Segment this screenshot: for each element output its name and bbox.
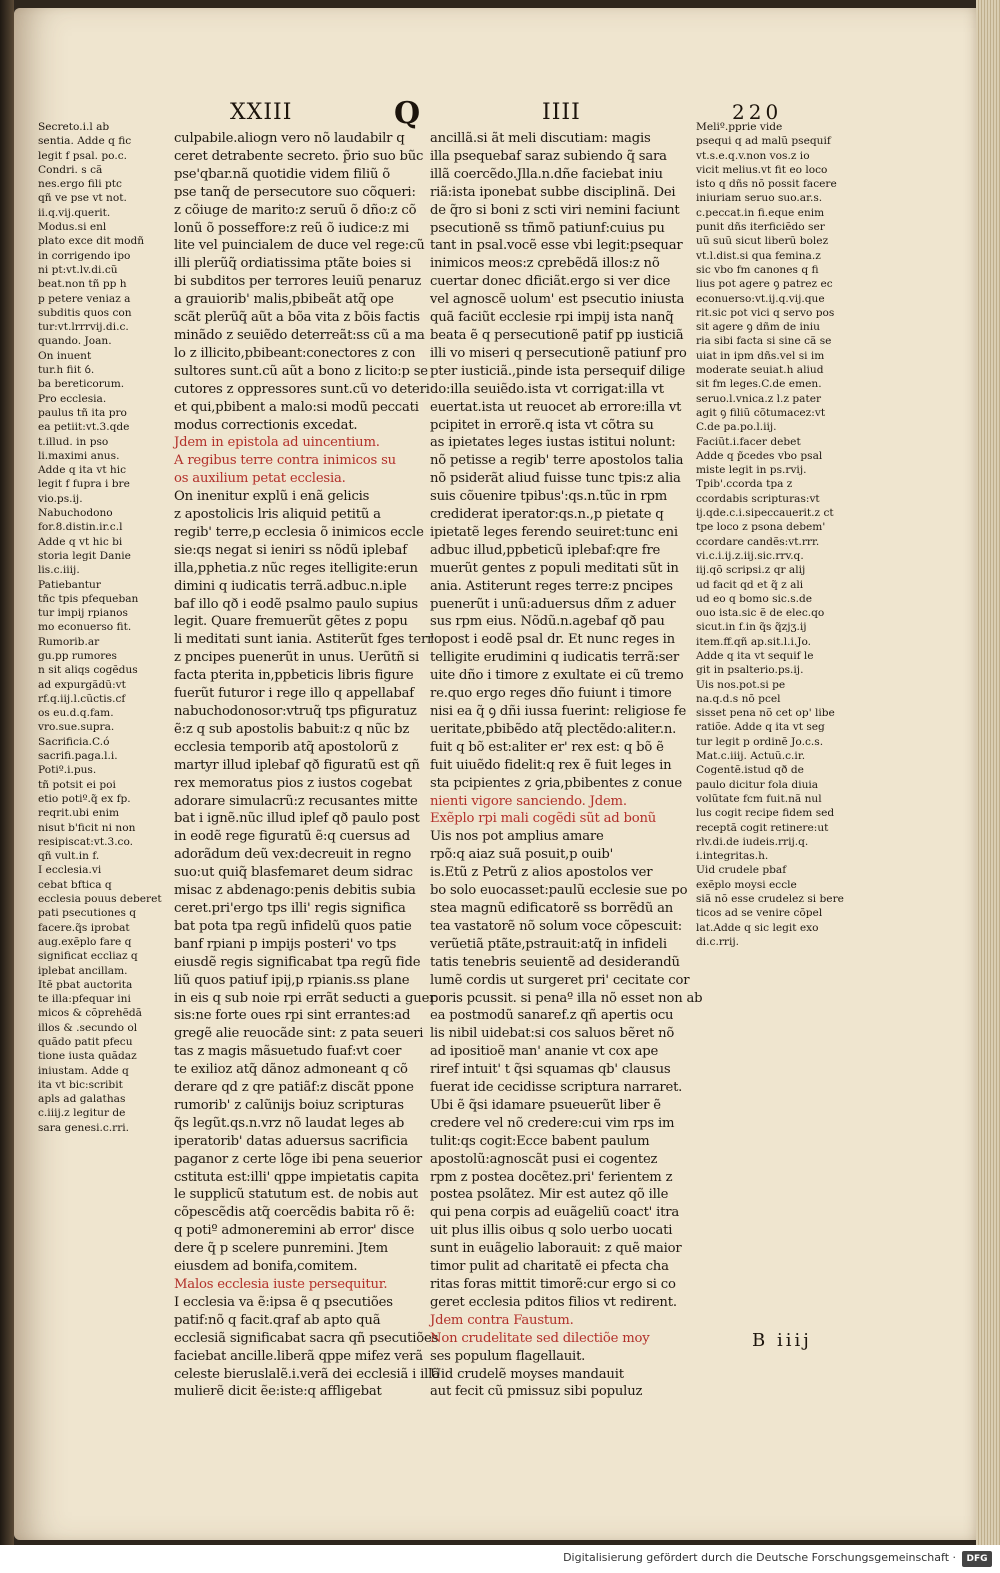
col-right-main-line: geret ecclesia pditos filios vt redirent. — [430, 1294, 677, 1310]
gloss-left-line: ad expurgãdũ:vt — [38, 678, 126, 691]
folio-number: 220 — [732, 100, 783, 124]
gloss-right-line: psequi q ad malũ psequif — [696, 135, 831, 148]
gloss-left-line: Rumorib.ar — [38, 635, 100, 648]
col-right-main-line: Jdem contra Faustum. — [430, 1312, 574, 1328]
gloss-left-line: te illa:pfequar ini — [38, 993, 131, 1006]
gloss-right-line: rit.sic pot vici q servo pos — [696, 306, 835, 319]
col-middle-line: in eodẽ rege figuratũ ẽ:q cuersus ad — [174, 829, 411, 845]
gloss-left-line: illos & .secundo ol — [38, 1021, 138, 1034]
gloss-left-line: c.iiij.z legitur de — [38, 1107, 126, 1120]
gloss-right-line: ria sibi facta si sine cã se — [696, 335, 832, 348]
col-right-main-line: Exẽplo rpi mali cogẽdi sũt ad bonũ — [430, 811, 657, 827]
gloss-right-line: vt.s.e.q.v.non vos.z io — [696, 149, 810, 162]
col-right-main-line: suis cõuenire tpibus':qs.n.tũc in rpm — [430, 489, 668, 505]
gloss-left-line: I ecclesia.vi — [38, 864, 102, 877]
col-middle-line: in eis q sub noie rpi errãt seducti a guer — [174, 990, 436, 1006]
signature-mark: B iiij — [752, 1330, 812, 1351]
gloss-left-line: Secreto.i.l ab — [38, 121, 110, 133]
gloss-right-line: receptã cogit retinere:ut — [696, 821, 829, 834]
gloss-left-line: facere.q̃s iprobat — [38, 921, 130, 934]
col-right-main-line: rpm z postea docẽtez.pri' ferientem z — [430, 1169, 673, 1185]
gloss-left-line: tur impij rpianos — [38, 607, 128, 620]
binding-edge — [0, 0, 14, 1545]
col-middle-line: regib' terre,p ecclesia õ inimicos eccle — [174, 524, 424, 540]
gloss-right-line: vi.c.i.ij.z.iij.sic.rrv.q. — [696, 549, 804, 562]
col-middle-line: adorare simulacrũ:z recusantes mitte — [174, 793, 418, 809]
col-middle-line: tas z magis mãsuetudo fuaf:vt coer — [174, 1044, 402, 1060]
gloss-right-line: volũtate fcm fuit.nã nul — [696, 792, 822, 805]
col-middle-line: rumorib' z calũnijs boiuz scripturas — [174, 1097, 404, 1113]
col-right-main-line: tulit:qs cogit:Ecce babent paulum — [430, 1133, 650, 1149]
col-middle-line: cutores z oppressores sunt.cũ vo deteri — [174, 381, 430, 397]
col-right-main-line: ania. Astiterunt reges terre:z pncipes — [430, 578, 673, 594]
col-right-main-line: adbuc illud,ppbeticũ iplebaf:qre fre — [430, 542, 661, 558]
col-middle-line: bat pota tpa regũ infidelũ quos patie — [174, 918, 412, 934]
col-right-main-line: re.quo ergo reges dño fuiunt i timore — [430, 686, 672, 702]
gloss-left-line: tur:vt.lrrrvij.di.c. — [38, 321, 129, 334]
gloss-right-line: Uis nos.pot.si pe — [696, 678, 786, 691]
col-right-main-line: ea postmodũ sanaref.z qñ apertis ocu — [430, 1008, 674, 1024]
gloss-right-line: ticos ad se venire cõpel — [696, 907, 823, 920]
book-page — [14, 8, 978, 1540]
gloss-left-line: for.8.distin.ir.c.l — [38, 521, 123, 534]
col-right-main-line: sta pcipientes z ꝯria,pbibentes z conue — [430, 775, 683, 791]
gloss-left-line: Potiº.i.pus. — [38, 764, 97, 777]
gloss-right-line: siã nõ esse crudelez si bere — [696, 893, 844, 906]
gloss-left-line: Sacrificia.C.ó — [38, 735, 110, 748]
gloss-right-line: sicut.in f.in q̃s q̃zjʒ.ij — [696, 621, 807, 634]
gloss-left-line: subditis quos con — [38, 306, 132, 319]
col-middle-line: pse'qbar.nã quotidie videm filiũ õ — [174, 166, 390, 182]
col-middle-line: mulierẽ dicit ẽe:iste:q affligebat — [174, 1384, 382, 1400]
gloss-right-line: uũ suũ sicut liberũ bolez — [696, 235, 829, 248]
gloss-right-line: Meliº.pprie vide — [696, 121, 783, 133]
col-middle-line: scãt plerũq̃ aũt a bõa vita z bõis factis — [174, 310, 420, 326]
right-gloss-column — [696, 120, 866, 960]
gloss-right-line: ud facit qd et q̃ z ali — [696, 578, 804, 591]
col-middle-line: I ecclesia va ẽ:ipsa ẽ q psecutiões — [174, 1294, 393, 1310]
gloss-right-line: vt.l.dist.si qua femina.z — [696, 249, 821, 262]
gloss-right-line: iij.qõ scripsi.z qr alij — [696, 564, 806, 577]
col-middle-line: culpabile.aliogn vero nõ laudabilr q — [174, 131, 405, 146]
gloss-left-line: sentia. Adde q fic — [38, 135, 132, 148]
col-middle-line: cõpescẽdis atq̃ coercẽdis babita rõ ẽ: — [174, 1205, 415, 1221]
col-middle-line: q potiº admoneremini ab error' disce — [174, 1223, 415, 1239]
gloss-right-line: paulo dicitur fola diuia — [696, 778, 819, 791]
gloss-left-line: plato exce dit modñ — [38, 235, 145, 248]
col-right-main-line: qui pena corpis ad euãgeliũ coact' itra — [430, 1205, 679, 1221]
gloss-left-line: Pro ecclesia. — [38, 392, 107, 405]
gloss-left-line: t.illud. in pso — [38, 435, 109, 448]
col-right-main-line: Uid crudelẽ moyses mandauit — [430, 1366, 624, 1382]
col-right-main-line: illi vo miseri q persecutionẽ patiunf pro — [430, 345, 687, 361]
gloss-right-line: lius pot agere ꝯ patrez ec — [696, 278, 833, 291]
col-middle-line: banf rpiani p impijs posteri' vo tps — [174, 936, 397, 952]
col-middle-line: bi subditos per terrores leuiũ penaruz — [174, 274, 422, 290]
col-middle-line: et qui,pbibent a malo:si modũ peccati — [174, 399, 419, 415]
gloss-left-line: vro.sue.supra. — [38, 721, 115, 734]
gloss-left-line: lis.c.iiij. — [38, 564, 80, 577]
col-right-main-line: beata ẽ q persecutionẽ patif pp iusticiã — [430, 327, 684, 343]
gloss-right-line: uiat in ipm dñs.vel si im — [696, 349, 825, 362]
gloss-left-line: n sit aliqs cogẽdus — [38, 664, 138, 677]
col-middle-line: paganor z certe lõge ibi pena seuerior — [174, 1151, 422, 1167]
col-right-main-line: ritas foras mittit timorẽ:cur ergo si co — [430, 1277, 676, 1292]
gloss-right-line: ij.qde.c.i.sipeccauerit.z ct — [696, 507, 834, 520]
col-middle-line: nabuchodonosor:vtruq̃ tps pfiguratuz — [174, 704, 417, 719]
col-right-main-line: de q̃ro si boni z scti viri nemini faciunt — [430, 202, 680, 218]
col-right-main-line: puenerũt i unũ:aduersus dñm z aduer — [430, 596, 676, 612]
gloss-left-line: sara genesi.c.rri. — [38, 1121, 130, 1134]
col-middle-line: adorãdum deũ vex:decreuit in regno — [174, 847, 412, 863]
gloss-right-line: sic vbo fm canones q fi — [696, 263, 819, 276]
gloss-right-line: agit ꝯ filiũ cõtumacez:vt — [696, 406, 826, 419]
col-right-main-line: sus rpm eius. Nõdũ.n.agebaf qð pau — [430, 614, 665, 630]
col-right-main-line: ad ipositioẽ man' ananie vt cox ape — [430, 1044, 659, 1060]
col-middle-line: derare qd z qre patiãf:z discãt ppone — [174, 1080, 414, 1096]
col-middle-line: rex memoratus pios z iustos cogebat — [174, 775, 412, 791]
gloss-left-line: qñ ve pse vt not. — [38, 192, 127, 205]
col-right-main-line: Ubi ẽ q̃si idamare psueuerũt liber ẽ — [430, 1097, 661, 1113]
col-middle-line: modus correctionis excedat. — [174, 417, 358, 433]
col-middle-line: z pncipes puenerũt in unus. Uerũtñ si — [174, 650, 420, 666]
col-middle-line: liũ quos patiuf ipij,p rpianis.ss plane — [174, 972, 410, 988]
gloss-right-line: Uid crudele pbaf — [696, 864, 787, 877]
col-middle-line: lite vel puincialem de duce vel rege:cũ — [174, 238, 425, 254]
gloss-left-line: nisut b'ficit ni non — [38, 821, 136, 834]
gloss-right-line: di.c.rrij. — [696, 935, 740, 948]
col-right-main-line: poris pcussit. si penaº illa nõ esset non ab — [430, 990, 703, 1006]
col-right-main-line: aut fecit cũ pmissuz sibi populuz — [430, 1384, 643, 1400]
gloss-left-line: vio.ps.ij. — [38, 492, 83, 505]
col-right-main-line: ses populum flagellauit. — [430, 1348, 586, 1364]
gloss-left-line: ea petiit:vt.3.qde — [38, 421, 130, 434]
left-gloss-column — [38, 120, 170, 1350]
digitization-footer — [0, 1545, 1000, 1573]
funding-credit: Digitalisierung gefördert durch die Deutsche Forschungsgemeinschaft · — [563, 1551, 956, 1564]
gloss-left-line: beat.non tñ pp h — [38, 278, 127, 291]
col-middle-line: ẽ:z q sub apostolis babuit:z q nũc bz — [174, 721, 410, 737]
gloss-left-line: li.maximi anus. — [38, 449, 120, 462]
gloss-right-line: Adde q ita vt sequif le — [696, 649, 814, 662]
col-right-main-line: quã faciũt ecclesie rpi impij ista nanq̃ — [430, 310, 674, 326]
gloss-left-line: legit f fupra i bre — [38, 478, 130, 491]
gloss-right-line: ccordare candẽs:vt.rrr. — [696, 535, 820, 548]
col-middle-line: illa,pphetia.z nũc reges itelligite:erun — [174, 560, 418, 576]
col-middle-line: a grauiorib' malis,pbibeãt atq̃ ope — [174, 292, 394, 308]
col-middle-line: On inenitur explũ i enã gelicis — [174, 489, 370, 505]
gloss-right-line: lat.Adde q sic legit exo — [696, 921, 819, 934]
col-right-main-line: telligite erudimini q iudicatis terrã:ser — [430, 650, 680, 666]
col-middle-line: ceret.pri'ergo tps illi' regis significa — [174, 900, 406, 916]
col-middle-line: A regibus terre contra inimicos su — [174, 453, 396, 469]
col-middle-line: ceret detrabente secreto. p̃rio suo bũc — [174, 148, 424, 164]
gloss-right-line: iniuriam seruo suo.ar.s. — [696, 192, 823, 205]
gloss-left-line: micos & cõprehẽdã — [38, 1007, 142, 1020]
gloss-right-line: Cogentẽ.istud qð de — [696, 764, 804, 777]
gloss-right-line: lus cogit recipe fidem sed — [696, 807, 835, 820]
gloss-right-line: C.de pa.po.l.iij. — [696, 421, 777, 434]
col-middle-line: celeste bieruslalẽ.i.verã dei ecclesiã i illã — [174, 1366, 440, 1382]
gloss-left-line: ita vt bic:scribit — [38, 1078, 123, 1091]
col-middle-line: cstituta est:illi' qppe impietatis capita — [174, 1169, 419, 1185]
gloss-left-line: qñ vult.in f. — [38, 850, 100, 863]
gloss-left-line: rf.q.iij.l.cũctis.cf — [38, 692, 126, 705]
col-right-main-line: illã coercẽdo.Jlla.n.dñe faciebat iniu — [430, 166, 663, 182]
col-right-main-line: lopost i eodẽ psal dr. Et nunc reges in — [430, 632, 675, 648]
col-right-main-line: credere vel nõ credere:cui vim rps im — [430, 1115, 675, 1131]
gloss-left-line: ii.q.vij.querit. — [38, 206, 111, 219]
gloss-left-line: Modus.si enl — [38, 221, 107, 234]
header-q-mark: Q — [394, 96, 421, 131]
gloss-right-line: sisset pena nõ cet op' libe — [696, 707, 835, 720]
col-right-main-line: Uis nos pot amplius amare — [430, 829, 604, 845]
gloss-left-line: resipiscat:vt.3.co. — [38, 835, 134, 848]
gloss-right-line: moderate seuiat.h aliud — [696, 364, 824, 377]
col-right-main-line: vel agnoscẽ uolum' est psecutio iniusta — [430, 292, 685, 308]
gloss-left-line: tñ potsit ei poi — [38, 778, 116, 791]
gloss-right-line: na.q.d.s nõ pcel — [696, 692, 781, 705]
gloss-right-line: ratiõe. Adde q ita vt seg — [696, 721, 825, 734]
col-middle-line: Jdem in epistola ad uincentium. — [174, 435, 380, 451]
gloss-right-line: miste legit in ps.rvij. — [696, 464, 807, 477]
gloss-left-line: ni pt:vt.lv.di.cũ — [38, 263, 118, 276]
gloss-left-line: significat eccliaz q — [38, 950, 138, 963]
gloss-left-line: in corrigendo ipo — [38, 249, 131, 262]
gloss-left-line: tur.h fiit ỽ. — [38, 364, 95, 377]
gloss-right-line: vicit melius.vt fit eo loco — [696, 163, 828, 176]
gloss-left-line: ba bereticorum. — [38, 378, 125, 391]
gloss-left-line: p petere veniaz a — [38, 292, 131, 305]
col-middle-line: eiusdem ad bonifa,comitem. — [174, 1259, 358, 1275]
gloss-right-line: ouo ista.sic ẽ de elec.qo — [696, 607, 825, 620]
col-right-main-line: euertat.ista ut reuocet ab errore:illa vt — [430, 399, 682, 415]
gloss-left-line: etio potiº.q̃ ex fp. — [38, 792, 131, 805]
col-middle-line: sultores sunt.cũ aũt a bono z licito:p se — [174, 363, 428, 379]
col-middle-line: sie:qs negat si ieniri ss nõdũ iplebaf — [174, 542, 407, 558]
col-right-main-line: nõ petisse a regib' terre apostolos talia — [430, 453, 684, 469]
gloss-left-line: nes.ergo fili ptc — [38, 178, 122, 191]
col-middle-line: q̃s legũt.qs.n.vrz nõ laudat leges ab — [174, 1115, 405, 1131]
col-middle-line: minãdo z seuiẽdo deterreãt:ss cũ a ma — [174, 327, 425, 343]
col-middle-line: le supplicũ statutum est. de nobis aut — [174, 1187, 418, 1203]
col-middle-line: lonũ õ posseffore:z reũ õ iudice:z mi — [174, 220, 409, 236]
gloss-right-line: seruo.l.vnica.z l.z pater — [696, 392, 822, 405]
col-middle-line: legit. Quare fremuerũt gẽtes z popu — [174, 614, 408, 630]
gloss-left-line: storia legit Danie — [38, 549, 131, 562]
col-right-main-line: muerũt gentes z populi meditati sũt in — [430, 560, 679, 576]
col-right-main-line: nienti vigore sanciendo. Jdem. — [430, 793, 627, 809]
col-middle-line: facta pterita in,ppbeticis libris figure — [174, 668, 414, 684]
gloss-left-line: Itẽ pbat auctorita — [38, 978, 133, 991]
col-middle-line: ecclesiã significabat sacra qñ psecutiões — [174, 1330, 439, 1346]
col-right-main-line: crediderat iperator:qs.n.,p pietate q — [430, 507, 664, 523]
gloss-right-line: Faciũt.i.facer debet — [696, 435, 801, 448]
col-right-main-line: tea vastatorẽ nõ solum voce cõpescuit: — [430, 918, 683, 934]
gloss-left-line: reqrit.ubi enim — [38, 807, 120, 820]
col-middle-line: pse tanq̃ de persecutore suo cõqueri: — [174, 184, 416, 200]
col-right-main-line: nisi ea q̃ ꝯ dñi iussa fuerint: religiose fe — [430, 704, 687, 719]
gloss-right-line: i.integritas.h. — [696, 850, 769, 863]
col-right-main-line: uit plus illis oibus q solo uerbo uocati — [430, 1223, 673, 1239]
gloss-right-line: git in psalterio.ps.ij. — [696, 664, 804, 677]
gloss-left-line: legit f psal. po.c. — [38, 149, 128, 162]
gloss-left-line: gu.pp rumores — [38, 649, 117, 662]
gloss-left-line: mo econuerso fit. — [38, 621, 132, 634]
col-right-main-line: sunt in euãgelio laborauit: z quẽ maior — [430, 1241, 682, 1257]
col-right-main-line: do:illa seuiẽdo.ista vt corrigat:illa vt — [430, 381, 664, 397]
col-right-main-line: psecutionẽ ss tñmõ patiunf:cuius pu — [430, 220, 665, 236]
col-right-main-line: ipietatẽ leges ferendo seuiret:tunc eni — [430, 524, 678, 540]
gloss-left-line: paulus tñ ita pro — [38, 406, 127, 419]
col-right-main-line: tant in psal.vocẽ esse vbi legit:psequar — [430, 238, 683, 254]
main-text-column-left — [174, 130, 440, 1400]
gloss-left-line: quando. Joan. — [38, 335, 112, 348]
header-causa-number: XXIII — [230, 100, 293, 125]
gloss-left-line: Adde q vt hic bi — [38, 535, 123, 548]
col-middle-line: iperatorib' datas aduersus sacrificia — [174, 1133, 408, 1149]
col-right-main-line: ancillã.si ãt meli discutiam: magis — [430, 131, 651, 146]
gloss-right-line: exẽplo moysi eccle — [696, 878, 797, 891]
gloss-left-line: Patiebantur — [38, 578, 101, 591]
gloss-left-line: os eu.d.q.fam. — [38, 707, 114, 720]
page-stack-edge — [976, 0, 1000, 1545]
col-right-main-line: postea psolãtez. Mir est autez qõ ille — [430, 1187, 669, 1203]
col-right-main-line: uite dño i timore z exultate ei cũ tremo — [430, 668, 684, 684]
gloss-left-line: iniustam. Adde q — [38, 1064, 129, 1077]
col-right-main-line: fuerat ide cecidisse scriptura narraret. — [430, 1080, 683, 1096]
col-right-main-line: fuit uiuẽdo fidelit:q rex ẽ fuit leges in — [430, 757, 672, 773]
col-middle-line: li meditati sunt iania. Astiterũt fges terr — [174, 632, 434, 648]
dfg-logo: DFG — [962, 1551, 992, 1567]
main-text-column-right — [430, 130, 703, 1400]
col-middle-line: z apostolicis lris aliquid petitũ a — [174, 507, 381, 523]
col-right-main-line: lis nibil uidebat:si cos saluos bẽret nõ — [430, 1026, 675, 1042]
gloss-left-line: Adde q ita vt hic — [38, 464, 127, 477]
col-right-main-line: Non crudelitate sed dilectiõe moy — [430, 1330, 650, 1346]
gloss-right-line: sit fm leges.C.de emen. — [696, 378, 822, 391]
gloss-left-line: cebat bftica q — [38, 878, 112, 891]
gloss-right-line: Adde q p̃cedes vbo psal — [696, 449, 823, 462]
gloss-left-line: aug.exẽplo fare q — [38, 935, 132, 948]
col-middle-line: bat i ignẽ.nũc illud iplef qð paulo post — [174, 811, 420, 827]
col-right-main-line: ueritate,pbibẽdo atq̃ plectẽdo:aliter.n. — [430, 721, 677, 737]
gloss-left-line: tione iusta quãdaz — [38, 1050, 137, 1063]
gloss-right-line: isto q dñs nõ possit facere — [696, 178, 837, 191]
gloss-right-line: econuerso:vt.ij.q.vij.que — [696, 292, 825, 305]
col-middle-line: ecclesia temporib atq̃ apostolorũ z — [174, 739, 399, 755]
col-middle-line: eiusdẽ regis significabat tpa regũ fide — [174, 954, 421, 970]
gloss-right-line: sit agere ꝯ dñm de iniu — [696, 321, 820, 334]
col-right-main-line: lumẽ cordis ut surgeret pri' cecitate cor — [430, 972, 690, 988]
gloss-left-line: quãdo patit pfecu — [38, 1036, 133, 1048]
col-right-main-line: cuertar donec dficiãt.ergo si ver dice — [430, 274, 671, 290]
gloss-left-line: On inuent — [38, 349, 92, 362]
col-right-main-line: rpõ:q aiaz suã posuit,p ouib' — [430, 847, 614, 863]
col-middle-line: dere q̃ p scelere punremini. Jtem — [174, 1241, 388, 1257]
col-right-main-line: riref intuit' t q̃si squamas qb' clausus — [430, 1062, 671, 1078]
gloss-right-line: ud eo q bomo sic.s.de — [696, 592, 813, 605]
col-middle-line: patif:nõ q facit.qraf ab apto quã — [174, 1312, 381, 1328]
gloss-right-line: ccordabis scripturas:vt — [696, 492, 820, 505]
col-middle-line: lo z illicito,pbibeant:conectores z con — [174, 345, 416, 361]
col-right-main-line: as ipietates leges iustas istitui nolunt: — [430, 435, 676, 451]
col-middle-line: suo:ut quiq̃ blasfemaret deum sidrac — [174, 865, 413, 881]
gloss-right-line: Mat.c.iiij. Actuũ.c.ir. — [696, 750, 806, 763]
col-middle-line: faciebat ancille.liberã qppe mifez verã — [174, 1348, 423, 1364]
col-right-main-line: pter iusticiã.,pinde ista persequif dilige — [430, 363, 686, 379]
col-right-main-line: timor pulit ad charitatẽ ei pfecta cha — [430, 1259, 669, 1275]
gloss-left-line: tñc tpis pfequeban — [38, 592, 139, 605]
col-middle-line: fuerũt futuror i rege illo q appellabaf — [174, 686, 414, 702]
gloss-right-line: c.peccat.in fi.eque enim — [696, 206, 825, 219]
gloss-right-line: item.ff.qñ ap.sit.l.i.Jo. — [696, 635, 812, 648]
col-right-main-line: bo solo euocasset:paulũ ecclesie sue po — [430, 883, 688, 899]
col-right-main-line: riã:ista iponebat subbe disciplinã. Dei — [430, 184, 676, 200]
col-middle-line: sis:ne forte oues rpi sint errantes:ad — [174, 1008, 411, 1024]
gloss-right-line: punit dñs iterficiẽdo ser — [696, 221, 825, 234]
col-right-main-line: is.Etũ z Petrũ z alios apostolos ver — [430, 865, 653, 881]
col-middle-line: gregẽ alie reuocãde sint: z pata seueri — [174, 1026, 424, 1042]
col-middle-line: misac z abdenago:penis debitis subia — [174, 883, 416, 899]
col-middle-line: Malos ecclesia iuste persequitur. — [174, 1277, 388, 1292]
col-right-main-line: pcipitet in errorẽ.q ista vt cõtra su — [430, 417, 654, 433]
col-middle-line: dimini q iudicatis terrã.adbuc.n.iple — [174, 578, 407, 594]
col-middle-line: martyr illud iplebaf qð figuratũ est qñ — [174, 757, 420, 773]
col-right-main-line: tatis tenebris seuientẽ ad desiderandũ — [430, 954, 680, 970]
col-right-main-line: fuit q bõ est:aliter er' rex est: q bõ ẽ — [430, 739, 664, 755]
col-right-main-line: nõ psiderãt aliud fuisse tunc tpis:z alia — [430, 471, 681, 487]
col-right-main-line: apostolũ:agnoscãt pusi ei cogentez — [430, 1151, 658, 1167]
header-quaestio-number: IIII — [542, 100, 581, 125]
gloss-left-line: sacrifi.paga.l.i. — [38, 750, 118, 763]
col-middle-line: illi plerũq̃ ordiatissima ptãte boies si — [174, 256, 411, 272]
gloss-left-line: Condri. s cã — [38, 163, 103, 176]
col-right-main-line: inimicos meos:z cprebẽdã illos:z nõ — [430, 256, 660, 272]
gloss-right-line: tpe loco z psona debem' — [696, 521, 826, 534]
gloss-right-line: Tpib'.ccorda tpa z — [696, 478, 793, 491]
col-middle-line: baf illo qð i eodẽ psalmo paulo supius — [174, 596, 418, 612]
col-right-main-line: illa psequebaf saraz subiendo q̃ sara — [430, 148, 667, 164]
gloss-left-line: ecclesia pouus deberet — [38, 893, 162, 906]
col-right-main-line: stea magnũ edificatorẽ ss borrẽdũ an — [430, 900, 674, 916]
gloss-left-line: iplebat ancillam. — [38, 964, 128, 977]
gloss-left-line: Nabuchodono — [38, 507, 113, 520]
gloss-right-line: rlv.di.de iudeis.rrij.q. — [696, 835, 809, 848]
col-right-main-line: verũetiã ptãte,pstrauit:atq̃ in infideli — [430, 936, 667, 952]
col-middle-line: z cõiuge de marito:z seruũ õ dño:z cõ — [174, 202, 417, 218]
gloss-right-line: tur legit p ordinẽ Jo.c.s. — [696, 735, 824, 748]
col-middle-line: os auxilium petat ecclesia. — [174, 471, 346, 487]
gloss-left-line: apls ad galathas — [38, 1093, 126, 1106]
col-middle-line: te exilioz atq̃ dãnoz admoneant q cõ — [174, 1062, 408, 1078]
gloss-left-line: pati psecutiones q — [38, 907, 137, 920]
